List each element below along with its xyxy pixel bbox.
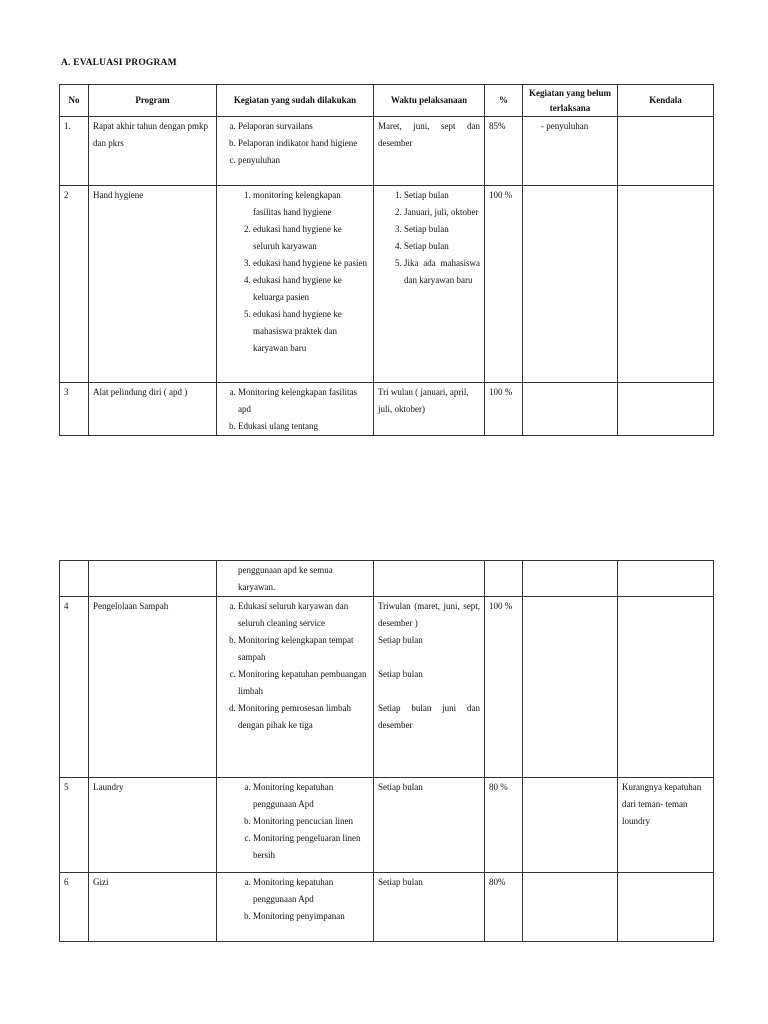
- evaluation-table-part-1: [59, 84, 714, 436]
- list-item: b. Edukasi ulang tentang: [238, 418, 369, 435]
- row-belum: [523, 186, 618, 383]
- list-item: d. Monitoring pemrosesan limbah dengan pihak ke tiga: [238, 700, 369, 734]
- list-item: 4. Setiap bulan: [404, 238, 480, 255]
- col-header-waktu: Waktu pelaksanaan: [374, 85, 485, 117]
- row-kendala: [618, 117, 714, 186]
- row-persen: 80%: [485, 873, 523, 942]
- table-header-row: [60, 85, 714, 117]
- row-persen: 100 %: [485, 383, 523, 436]
- list-item: 5. edukasi hand hygiene ke mahasiswa praktek dan karyawan baru: [253, 306, 369, 357]
- waktu-line: Triwulan (maret, juni, sept, desember ): [378, 601, 480, 628]
- row-kegiatan: [217, 778, 374, 873]
- list-item: 2. edukasi hand hygiene ke seluruh karyawan: [253, 221, 369, 255]
- row-kegiatan: [217, 117, 374, 186]
- list-item: 1. monitoring kelengkapan fasilitas hand hygiene: [253, 187, 369, 221]
- waktu-line: Setiap bulan: [378, 669, 423, 679]
- row-kegiatan: [217, 186, 374, 383]
- table-row: [60, 117, 714, 186]
- row-waktu: Setiap bulan: [374, 778, 485, 873]
- row-kendala: [618, 873, 714, 942]
- row-kendala: [618, 597, 714, 778]
- row-waktu: Setiap bulan: [374, 873, 485, 942]
- row-belum: [523, 778, 618, 873]
- row-belum: [523, 597, 618, 778]
- row-no: 6: [60, 873, 89, 942]
- row-no: 1.: [60, 117, 89, 186]
- row-program: Hand hygiene: [89, 186, 217, 383]
- list-item: a. Edukasi seluruh karyawan dan seluruh cleaning service: [238, 598, 369, 632]
- row-belum: - penyuluhan: [523, 117, 618, 186]
- list-item: a. Monitoring kepatuhan penggunaan Apd: [253, 779, 369, 813]
- row-belum: [523, 873, 618, 942]
- row-kendala: [618, 186, 714, 383]
- row-kegiatan: [217, 873, 374, 942]
- row-persen: 85%: [485, 117, 523, 186]
- row-program: Laundry: [89, 778, 217, 873]
- row-belum: [523, 383, 618, 436]
- list-item: b. Monitoring pencucian linen: [253, 813, 369, 830]
- row-no: 2: [60, 186, 89, 383]
- list-item: b. Pelaporan indikator hand higiene: [238, 135, 369, 152]
- row-no: 3: [60, 383, 89, 436]
- row-program: Rapat akhir tahun dengan pmkp dan pkrs: [89, 117, 217, 186]
- waktu-line: Setiap bulan juni dan desember: [378, 703, 480, 730]
- row-persen: 80 %: [485, 778, 523, 873]
- table-row: [60, 186, 714, 383]
- row-waktu: [374, 186, 485, 383]
- list-item: c. Monitoring pengeluaran linen bersih: [253, 830, 369, 864]
- list-item: 3. edukasi hand hygiene ke pasien: [253, 255, 369, 272]
- row-no: 5: [60, 778, 89, 873]
- list-item: 1. Setiap bulan: [404, 187, 480, 204]
- list-item: 2. Januari, juli, oktober: [404, 204, 480, 221]
- row-no: 4: [60, 597, 89, 778]
- row-waktu: [374, 597, 485, 778]
- row-kendala: [618, 383, 714, 436]
- table-row: [60, 873, 714, 942]
- row-waktu: Maret, juni, sept dan desember: [374, 117, 485, 186]
- list-item: b. Monitoring kelengkapan tempat sampah: [238, 632, 369, 666]
- section-heading: A. EVALUASI PROGRAM: [61, 58, 177, 68]
- row-kegiatan: [217, 383, 374, 436]
- row-program: Pengelolaan Sampah: [89, 597, 217, 778]
- list-item: 3. Setiap bulan: [404, 221, 480, 238]
- list-item: 5. Jika ada mahasiswa dan karyawan baru: [404, 255, 480, 289]
- row-waktu: Tri wulan ( januari, april, juli, oktober): [374, 383, 485, 436]
- table-row: [60, 383, 714, 436]
- list-item: c. penyuluhan: [238, 152, 369, 169]
- row-kendala: Kurangnya kepatuhan dari teman- teman loundry: [618, 778, 714, 873]
- col-header-kendala: Kendala: [618, 85, 714, 117]
- table-row: [60, 597, 714, 778]
- list-item: a. Monitoring kelengkapan fasilitas apd: [238, 384, 369, 418]
- row-persen: 100 %: [485, 597, 523, 778]
- evaluation-table-part-2: [59, 560, 714, 942]
- list-item: a. Monitoring kepatuhan penggunaan Apd: [253, 874, 369, 908]
- list-item: c. Monitoring kepatuhan pembuangan limbah: [238, 666, 369, 700]
- list-item: b. Monitoring penyimpanan: [253, 908, 369, 925]
- list-item: 4. edukasi hand hygiene ke keluarga pasien: [253, 272, 369, 306]
- row-program: Gizi: [89, 873, 217, 942]
- col-header-persen: %: [485, 85, 523, 117]
- col-header-no: No: [60, 85, 89, 117]
- table-row-continued: [60, 561, 714, 597]
- table-row: [60, 778, 714, 873]
- row-kegiatan: [217, 597, 374, 778]
- waktu-line: Setiap bulan: [378, 635, 423, 645]
- row-persen: 100 %: [485, 186, 523, 383]
- col-header-belum: Kegiatan yang belum terlaksana: [523, 85, 618, 117]
- list-item: a. Pelaporan survailans: [238, 118, 369, 135]
- row-program: Alat pelindung diri ( apd ): [89, 383, 217, 436]
- col-header-program: Program: [89, 85, 217, 117]
- row-kegiatan-continued: penggunaan apd ke semua karyawan.: [217, 561, 374, 597]
- col-header-kegiatan: Kegiatan yang sudah dilakukan: [217, 85, 374, 117]
